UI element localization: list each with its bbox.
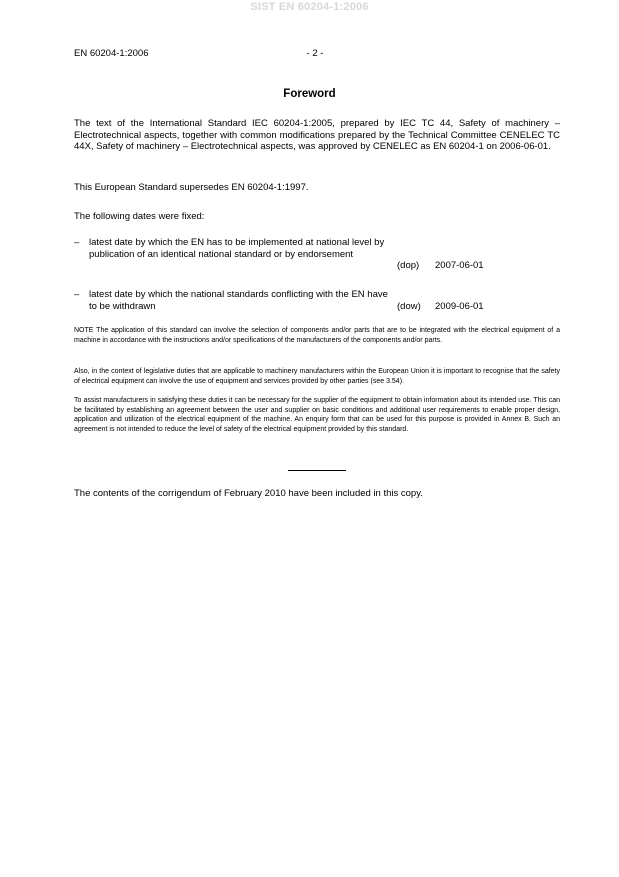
corrigendum-note: The contents of the corrigendum of February 2010 have been included in this copy.	[74, 488, 423, 499]
date-item-code: (dow)	[397, 301, 421, 312]
date-item-text: latest date by which the national standards conflicting with the EN have to be withdrawn	[89, 289, 388, 312]
intro-paragraph: The text of the International Standard IEC 60204-1:2005, prepared by IEC TC 44, Safety of machinery – Electrotechnical aspects, together with common modifications prepared by the Technical Committee CENELEC TC 44X, Safety of machinery – Electrotechnical aspects, was approved by CENELEC as EN 60204-1 on 2006-06-01.	[74, 118, 560, 152]
assist-paragraph: To assist manufacturers in satisfying these duties it can be necessary for the supplier of the equipment to obtain information about its intended use. This can be facilitated by establishing an agreement between the user and supplier on basic conditions and additional user requirements to enable proper design, application and utilization of the electrical equipment of the machine. An enquiry form that can be used for this purpose is provided in Annex B. Such an agreement is not intended to reduce the level of safety of the electrical equipment provided by this standard.	[74, 397, 560, 433]
date-item-date: 2009-06-01	[435, 301, 484, 312]
page-number: - 2 -	[306, 48, 324, 59]
date-item-dow	[74, 289, 560, 313]
date-item-dop	[74, 237, 560, 273]
separator-line	[288, 470, 346, 471]
section-title: Foreword	[283, 88, 336, 100]
dash-marker: –	[74, 237, 80, 248]
date-item-date: 2007-06-01	[435, 260, 484, 271]
note-paragraph: NOTE The application of this standard can involve the selection of components and/or parts that are to be integrated with the electrical equipment of a machine in accordance with the instructions and/or specifications of the manufacturers of the components and/or parts.	[74, 327, 560, 344]
date-item-code: (dop)	[397, 260, 420, 271]
doc-id-header: EN 60204-1:2006	[74, 48, 149, 59]
dates-intro-paragraph: The following dates were fixed:	[74, 211, 205, 222]
supersedes-paragraph: This European Standard supersedes EN 60204-1:1997.	[74, 182, 309, 193]
legislative-paragraph: Also, in the context of legislative duties that are applicable to machinery manufacturers within the European Union it is important to recognise that the safety of electrical equipment can involve the use of equipment and services provided by other parties (see 3.54).	[74, 368, 560, 385]
watermark: SIST EN 60204-1:2006	[250, 1, 369, 13]
dash-marker: –	[74, 289, 80, 300]
date-item-text: latest date by which the EN has to be implemented at national level by publication of an identical national standard or by endorsement	[89, 237, 385, 260]
